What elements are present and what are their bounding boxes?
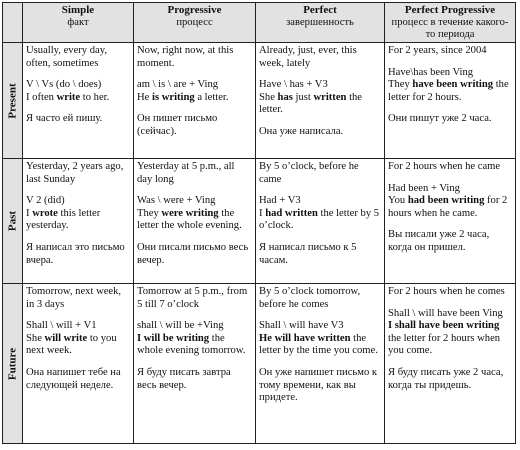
example-text: He [137, 91, 153, 103]
example-verb: will write [44, 332, 88, 344]
example [26, 92, 130, 105]
corner-cell [3, 3, 23, 43]
example [137, 333, 252, 358]
example [259, 333, 381, 358]
example-verb: written [313, 91, 347, 103]
time-markers: For 2 hours when he comes [388, 286, 505, 297]
header-title: Progressive [167, 4, 222, 16]
header-perfect [256, 3, 385, 43]
formula: shall \ will be +Ving [137, 320, 224, 332]
time-markers: Tomorrow at 5 p.m., from 5 till 7 o’clock [137, 286, 248, 310]
example-verb: I will be writing [137, 332, 210, 344]
time-markers: By 5 o’clock, before he came [259, 161, 359, 185]
example [26, 333, 130, 358]
formula: Shall \ will have V3 [259, 320, 344, 332]
time-markers: Usually, every day, often, sometimes [26, 45, 107, 69]
time-markers: Already, just, ever, this week, lately [259, 45, 357, 69]
header-subtitle: факт [67, 17, 89, 28]
time-markers: Now, right now, at this moment. [137, 45, 234, 69]
formula: Have \ has + V3 [259, 79, 328, 91]
example-verb: I shall have been writing [388, 320, 500, 332]
translation: Я написал письмо к 5 часам. [259, 241, 357, 266]
cell-future-perfect-progressive [385, 284, 515, 443]
example-verb: write [56, 91, 81, 103]
example [137, 92, 252, 105]
formula: Shall \ will + V1 [26, 320, 97, 332]
time-markers: For 2 years, since 2004 [388, 45, 487, 56]
cell-future-simple [23, 284, 134, 443]
example-text: the letter by 5 o’clock. [259, 207, 380, 232]
example-verb: has [277, 91, 293, 103]
example-text: She [26, 332, 45, 344]
translation: Он пишет письмо (сейчас). [137, 113, 218, 137]
translation: Я буду писать уже 2 часа, когда ты придешь. [388, 366, 504, 391]
example-text: to her. [80, 91, 110, 103]
row-label-past [3, 159, 23, 284]
formula: am \ is \ are + Ving [137, 79, 219, 91]
translation: Я часто ей пишу. [26, 113, 103, 125]
example-text: this letter yesterday. [26, 207, 101, 232]
translation: Они пишут уже 2 часа. [388, 113, 492, 125]
translation: Она уже написала. [259, 125, 344, 137]
header-progressive [134, 3, 256, 43]
row-label: Future [6, 347, 19, 380]
time-markers: Tomorrow, next week, in 3 days [26, 286, 122, 310]
example-verb: have been writing [412, 79, 494, 91]
example-text: to you next week. [26, 332, 117, 357]
header-subtitle: завершенность [286, 17, 354, 28]
translation: Они писали письмо весь вечер. [137, 241, 249, 266]
example-text: the whole evening tomorrow. [137, 332, 246, 357]
row-label-future [3, 284, 23, 443]
time-markers: For 2 hours when he came [388, 161, 501, 172]
header-simple [23, 3, 134, 43]
cell-past-perfect [256, 159, 385, 284]
example-verb: had written [265, 207, 318, 219]
cell-future-progressive [134, 284, 256, 443]
example-text: the letter by the time you come. [259, 332, 378, 357]
example-text: a letter. [194, 91, 229, 103]
formula: Have\has been Ving [388, 66, 474, 78]
example-text: I often [26, 91, 57, 103]
example-verb: is writing [152, 91, 195, 103]
example [26, 208, 130, 233]
cell-present-perfect [256, 43, 385, 159]
example [259, 208, 381, 233]
header-title: Perfect [303, 4, 337, 16]
formula: Had + V3 [259, 195, 301, 207]
cell-present-perfect-progressive [385, 43, 515, 159]
cell-future-perfect [256, 284, 385, 443]
example-text: the letter the whole evening. [137, 207, 242, 232]
translation: Я написал это письмо вчера. [26, 241, 125, 266]
translation: Я буду писать завтра весь вечер. [137, 366, 231, 391]
example-text: for 2 hours when he came. [388, 195, 508, 219]
example [388, 195, 512, 220]
cell-past-perfect-progressive [385, 159, 515, 284]
header-perfect-progressive [385, 3, 515, 43]
example [388, 79, 512, 104]
time-markers: Yesterday, 2 years ago, last Sunday [26, 161, 124, 185]
example-text: They [137, 207, 162, 219]
row-label-present [3, 43, 23, 159]
example-text: I [26, 207, 33, 219]
example-text: the letter. [259, 91, 363, 116]
example-verb: had been writing [407, 195, 485, 207]
translation: Он уже напишет письмо к тому времени, как вы придете. [259, 366, 378, 404]
header-title: Simple [61, 4, 95, 16]
formula: Had been + Ving [388, 182, 460, 194]
example [259, 92, 381, 117]
translation: Она напишет тебе на следующей неделе. [26, 366, 121, 391]
formula: Shall \ will have been Ving [388, 307, 503, 319]
example-verb: wrote [32, 207, 58, 219]
time-markers: Yesterday at 5 p.m., all day long [137, 161, 235, 185]
tenses-grid [2, 2, 516, 444]
example [388, 320, 512, 358]
formula: Was \ were + Ving [137, 195, 216, 207]
time-markers: By 5 o’clock tomorrow, before he comes [259, 286, 361, 310]
row-label: Past [6, 210, 19, 232]
example-text: the letter for 2 hours when you come. [388, 332, 501, 357]
formula: V 2 (did) [26, 195, 65, 207]
cell-past-simple [23, 159, 134, 284]
example-text: just [292, 91, 314, 103]
header-subtitle: процесс в течение какого-то периода [391, 17, 509, 40]
header-subtitle: процесс [176, 17, 213, 28]
example-text: She [259, 91, 278, 103]
cell-present-simple [23, 43, 134, 159]
header-title: Perfect Progressive [404, 4, 496, 16]
example-text: You [388, 195, 408, 207]
example [137, 208, 252, 233]
example-text: They [388, 79, 413, 91]
example-text: I [259, 207, 266, 219]
translation: Вы писали уже 2 часа, когда он пришел. [388, 229, 490, 253]
example-text: the letter for 2 hours. [388, 79, 509, 103]
cell-past-progressive [134, 159, 256, 284]
example-verb: He will have written [259, 332, 351, 344]
cell-present-progressive [134, 43, 256, 159]
example-verb: were writing [161, 207, 219, 219]
row-label: Present [6, 82, 19, 119]
formula: V \ Vs (do \ does) [26, 79, 102, 91]
tenses-table [2, 2, 518, 446]
